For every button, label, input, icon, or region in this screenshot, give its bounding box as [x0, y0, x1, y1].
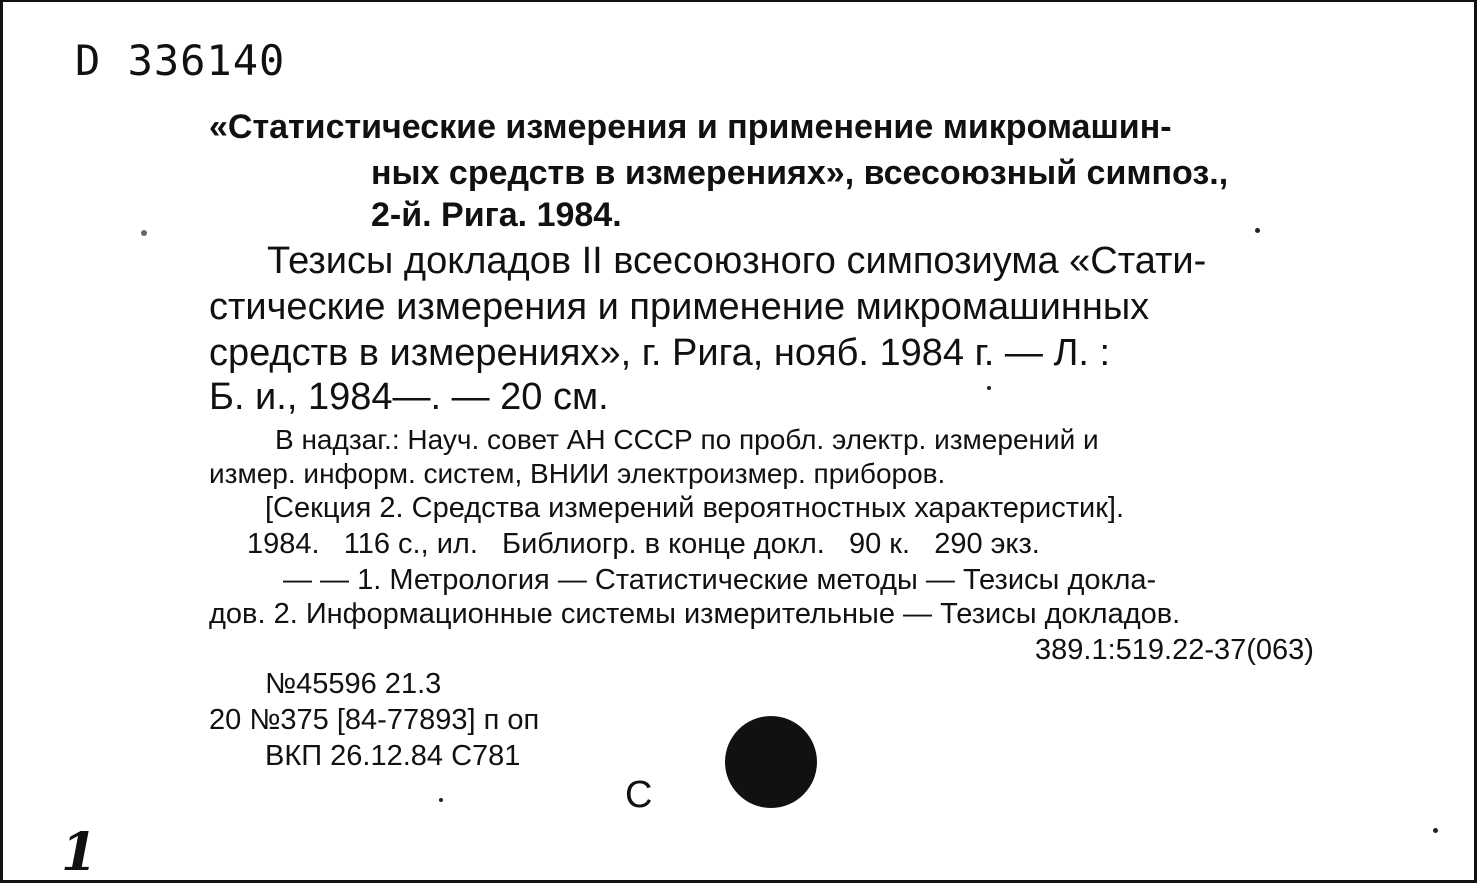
ink-speck	[141, 230, 147, 236]
ink-speck	[1433, 828, 1438, 833]
body-line-2: стические измерения и применение микромашинных	[209, 286, 1150, 328]
body-line-4: Б. и., 1984—. — 20 см.	[209, 376, 609, 418]
handwritten-number: 1	[61, 822, 98, 883]
note-line-2: измер. информ. систем, ВНИИ электроизмер. приборов.	[209, 458, 946, 489]
record-line-1: №45596 21.3	[265, 668, 442, 700]
ink-speck	[987, 386, 991, 390]
record-line-2: 20 №375 [84-77893] п оп	[209, 704, 540, 736]
title-line-1: «Статистические измерения и применение микромашин-	[209, 108, 1172, 146]
title-line-3: 2-й. Рига. 1984.	[371, 196, 622, 234]
body-line-1: Тезисы докладов II всесоюзного симпозиума «Стати-	[267, 240, 1207, 282]
note-line-1: В надзаг.: Науч. совет АН СССР по пробл. электр. измерений и	[275, 424, 1099, 455]
ink-speck	[439, 798, 443, 802]
call-number: D 336140	[75, 36, 286, 85]
letter-mark: С	[625, 774, 653, 816]
punched-hole-mark	[725, 716, 817, 808]
body-line-3: средств в измерениях», г. Рига, нояб. 1984 г. — Л. :	[209, 332, 1111, 374]
classification-index: 389.1:519.22-37(063)	[1035, 634, 1314, 666]
ink-speck	[1255, 228, 1260, 233]
section-line-2: 1984. 116 с., ил. Библиогр. в конце докл. 90 к. 290 экз.	[247, 528, 1040, 560]
section-line-4: дов. 2. Информационные системы измерительные — Тезисы докладов.	[209, 598, 1181, 630]
section-line-3: — — 1. Метрология — Статистические методы — Тезисы докла-	[283, 564, 1157, 596]
record-line-3: ВКП 26.12.84 С781	[265, 740, 521, 772]
title-line-2: ных средств в измерениях», всесоюзный симпоз.,	[371, 154, 1229, 192]
section-line-1: [Секция 2. Средства измерений вероятностных характеристик].	[265, 492, 1125, 524]
